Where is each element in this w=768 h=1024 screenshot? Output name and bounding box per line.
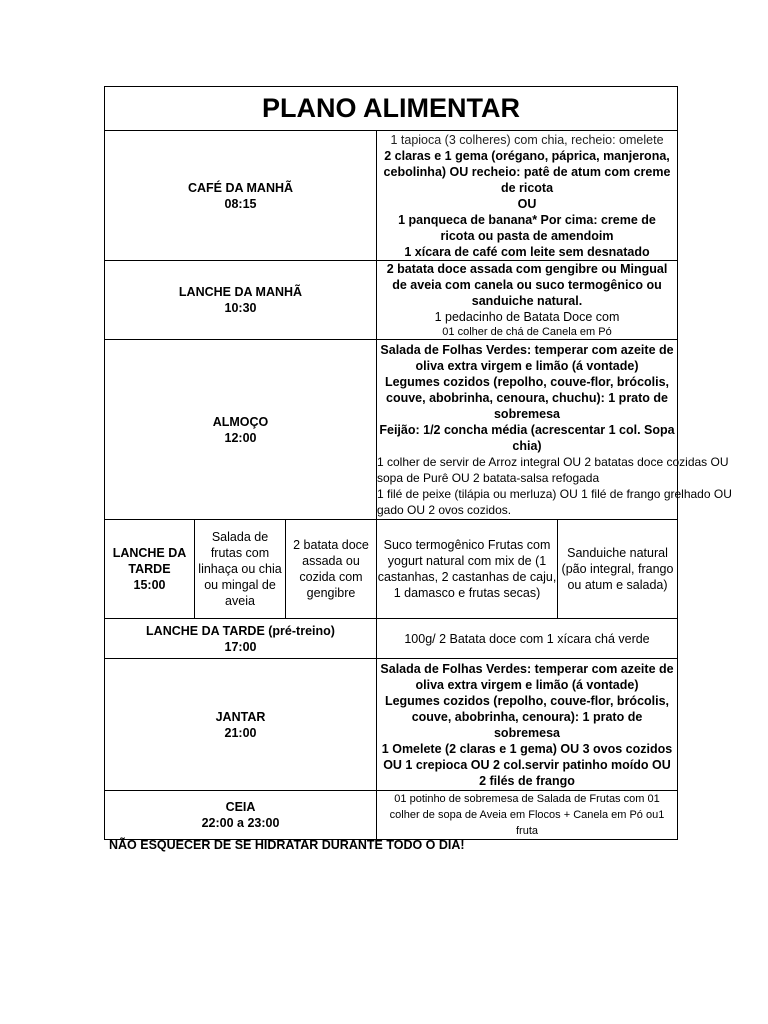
meal-name: LANCHE DA MANHÃ <box>178 285 303 299</box>
food-line: 1 Omelete (2 claras e 1 gema) OU 3 ovos cozidos <box>381 741 673 756</box>
meal-label-cafe <box>105 131 377 261</box>
food-line: sopa de Purê OU 2 batata-salsa refogada <box>377 470 600 485</box>
snack-option-4: Sanduiche natural (pão integral, frango ou atum e salada) <box>558 520 678 619</box>
food-line: Legumes cozidos (repolho, couve-flor, brócolis, <box>384 693 670 708</box>
food-line: sanduiche natural. <box>471 294 583 308</box>
meal-row-lanche-manha <box>105 261 678 340</box>
meal-name: JANTAR <box>215 709 266 724</box>
meal-label-almoco <box>105 340 377 520</box>
meal-name: LANCHE DA TARDE (pré-treino) <box>146 623 335 638</box>
food-line: de aveia com canela ou suco termogênico ou <box>392 278 662 292</box>
food-line: cebolinha) OU recheio: patê de atum com creme <box>383 164 671 179</box>
meal-row-almoco <box>105 340 678 520</box>
meal-content-almoco <box>377 340 732 520</box>
meal-name: CEIA <box>225 800 256 814</box>
food-line: colher de sopa de Aveia em Flocos + Canela em Pó ou1 <box>389 809 665 821</box>
meal-time: 17:00 <box>224 639 257 654</box>
meal-row-lanche-tarde <box>105 520 678 619</box>
snack-option-1: Salada de frutas com linhaça ou chia ou mingal de aveia <box>195 520 286 619</box>
food-line: 1 panqueca de banana* Por cima: creme de <box>398 212 656 227</box>
meal-row-cafe <box>105 131 678 261</box>
food-line: Feijão: 1/2 concha média (acrescentar 1 col. Sopa <box>379 422 675 437</box>
food-line: de ricota <box>500 180 554 195</box>
food-line: 2 claras e 1 gema (orégano, páprica, manjerona, <box>384 148 670 163</box>
meal-time: 12:00 <box>224 430 257 445</box>
meal-row-ceia <box>105 791 678 840</box>
food-line: fruta <box>515 825 538 837</box>
food-line: 100g/ 2 Batata doce com 1 xícara chá verde <box>404 631 650 646</box>
meal-label-lanche-tarde <box>105 520 195 619</box>
food-line: Salada de Folhas Verdes: temperar com azeite de <box>380 342 674 357</box>
meal-label-jantar <box>105 659 377 791</box>
food-line: oliva extra virgem e limão (á vontade) <box>415 677 639 692</box>
meal-name: CAFÉ DA MANHÃ <box>187 180 294 195</box>
food-line: Legumes cozidos (repolho, couve-flor, brócolis, <box>384 374 670 389</box>
meal-time: 21:00 <box>224 725 257 740</box>
meal-time: 15:00 <box>133 578 166 592</box>
food-line: 1 xícara de café com leite sem desnatado <box>404 244 650 259</box>
food-line: OU <box>517 196 537 211</box>
meal-name: ALMOÇO <box>212 414 269 429</box>
meal-content-ceia <box>377 791 678 840</box>
food-line: sobremesa <box>493 406 560 421</box>
food-line: couve, abobrinha, cenoura): 1 prato de <box>411 709 643 724</box>
food-line: 01 colher de chá de Canela em Pó <box>442 326 612 338</box>
meal-time: 10:30 <box>224 301 257 315</box>
food-line: 2 batata doce assada com gengibre ou Mingual <box>386 262 668 276</box>
meal-content-jantar <box>377 659 678 791</box>
food-line: 1 colher de servir de Arroz integral OU 2 batatas doce cozidas OU <box>377 454 729 469</box>
food-line: 1 tapioca (3 colheres) com chia, recheio: omelete <box>390 132 664 147</box>
food-line: gado OU 2 ovos cozidos. <box>377 502 512 517</box>
meal-name: LANCHE DA TARDE <box>112 546 187 576</box>
food-line: ricota ou pasta de amendoim <box>440 228 614 243</box>
meal-label-pre-treino <box>105 619 377 659</box>
snack-option-2: 2 batata doce assada ou cozida com gengibre <box>286 520 377 619</box>
snack-option-3: Suco termogênico Frutas com yogurt natural com mix de (1 castanhas, 2 castanhas de caju, 1 damasco e frutas secas) <box>377 520 558 619</box>
food-line: chia) <box>512 438 542 453</box>
food-line: 01 potinho de sobremesa de Salada de Frutas com 01 <box>394 793 660 805</box>
meal-time: 22:00 a 23:00 <box>201 816 280 830</box>
food-line: oliva extra virgem e limão (á vontade) <box>415 358 639 373</box>
hydration-note: NÃO ESQUECER DE SE HIDRATAR DURANTE TODO O DIA! <box>109 838 465 852</box>
meal-label-lanche-manha <box>105 261 377 340</box>
meal-row-jantar <box>105 659 678 791</box>
meal-content-lanche-manha <box>377 261 678 340</box>
meal-row-pre-treino <box>105 619 678 659</box>
food-line: Salada de Folhas Verdes: temperar com azeite de <box>380 661 674 676</box>
food-line: OU 1 crepioca OU 2 col.servir patinho moído OU <box>383 757 671 772</box>
meal-content-cafe <box>377 131 678 261</box>
meal-plan-table <box>104 86 732 840</box>
meal-label-ceia <box>105 791 377 840</box>
meal-time: 08:15 <box>224 196 257 211</box>
food-line: 1 filé de peixe (tilápia ou merluza) OU 1 filé de frango grelhado OU <box>377 486 732 501</box>
food-line: 1 pedacinho de Batata Doce com <box>434 310 620 324</box>
meal-plan-sheet <box>104 86 732 840</box>
page-title: PLANO ALIMENTAR <box>105 87 678 131</box>
food-line: sobremesa <box>493 725 560 740</box>
meal-content-pre-treino <box>377 619 678 659</box>
food-line: couve, abobrinha, cenoura, chuchu): 1 prato de <box>386 390 668 405</box>
food-line: 2 filés de frango <box>479 773 575 788</box>
